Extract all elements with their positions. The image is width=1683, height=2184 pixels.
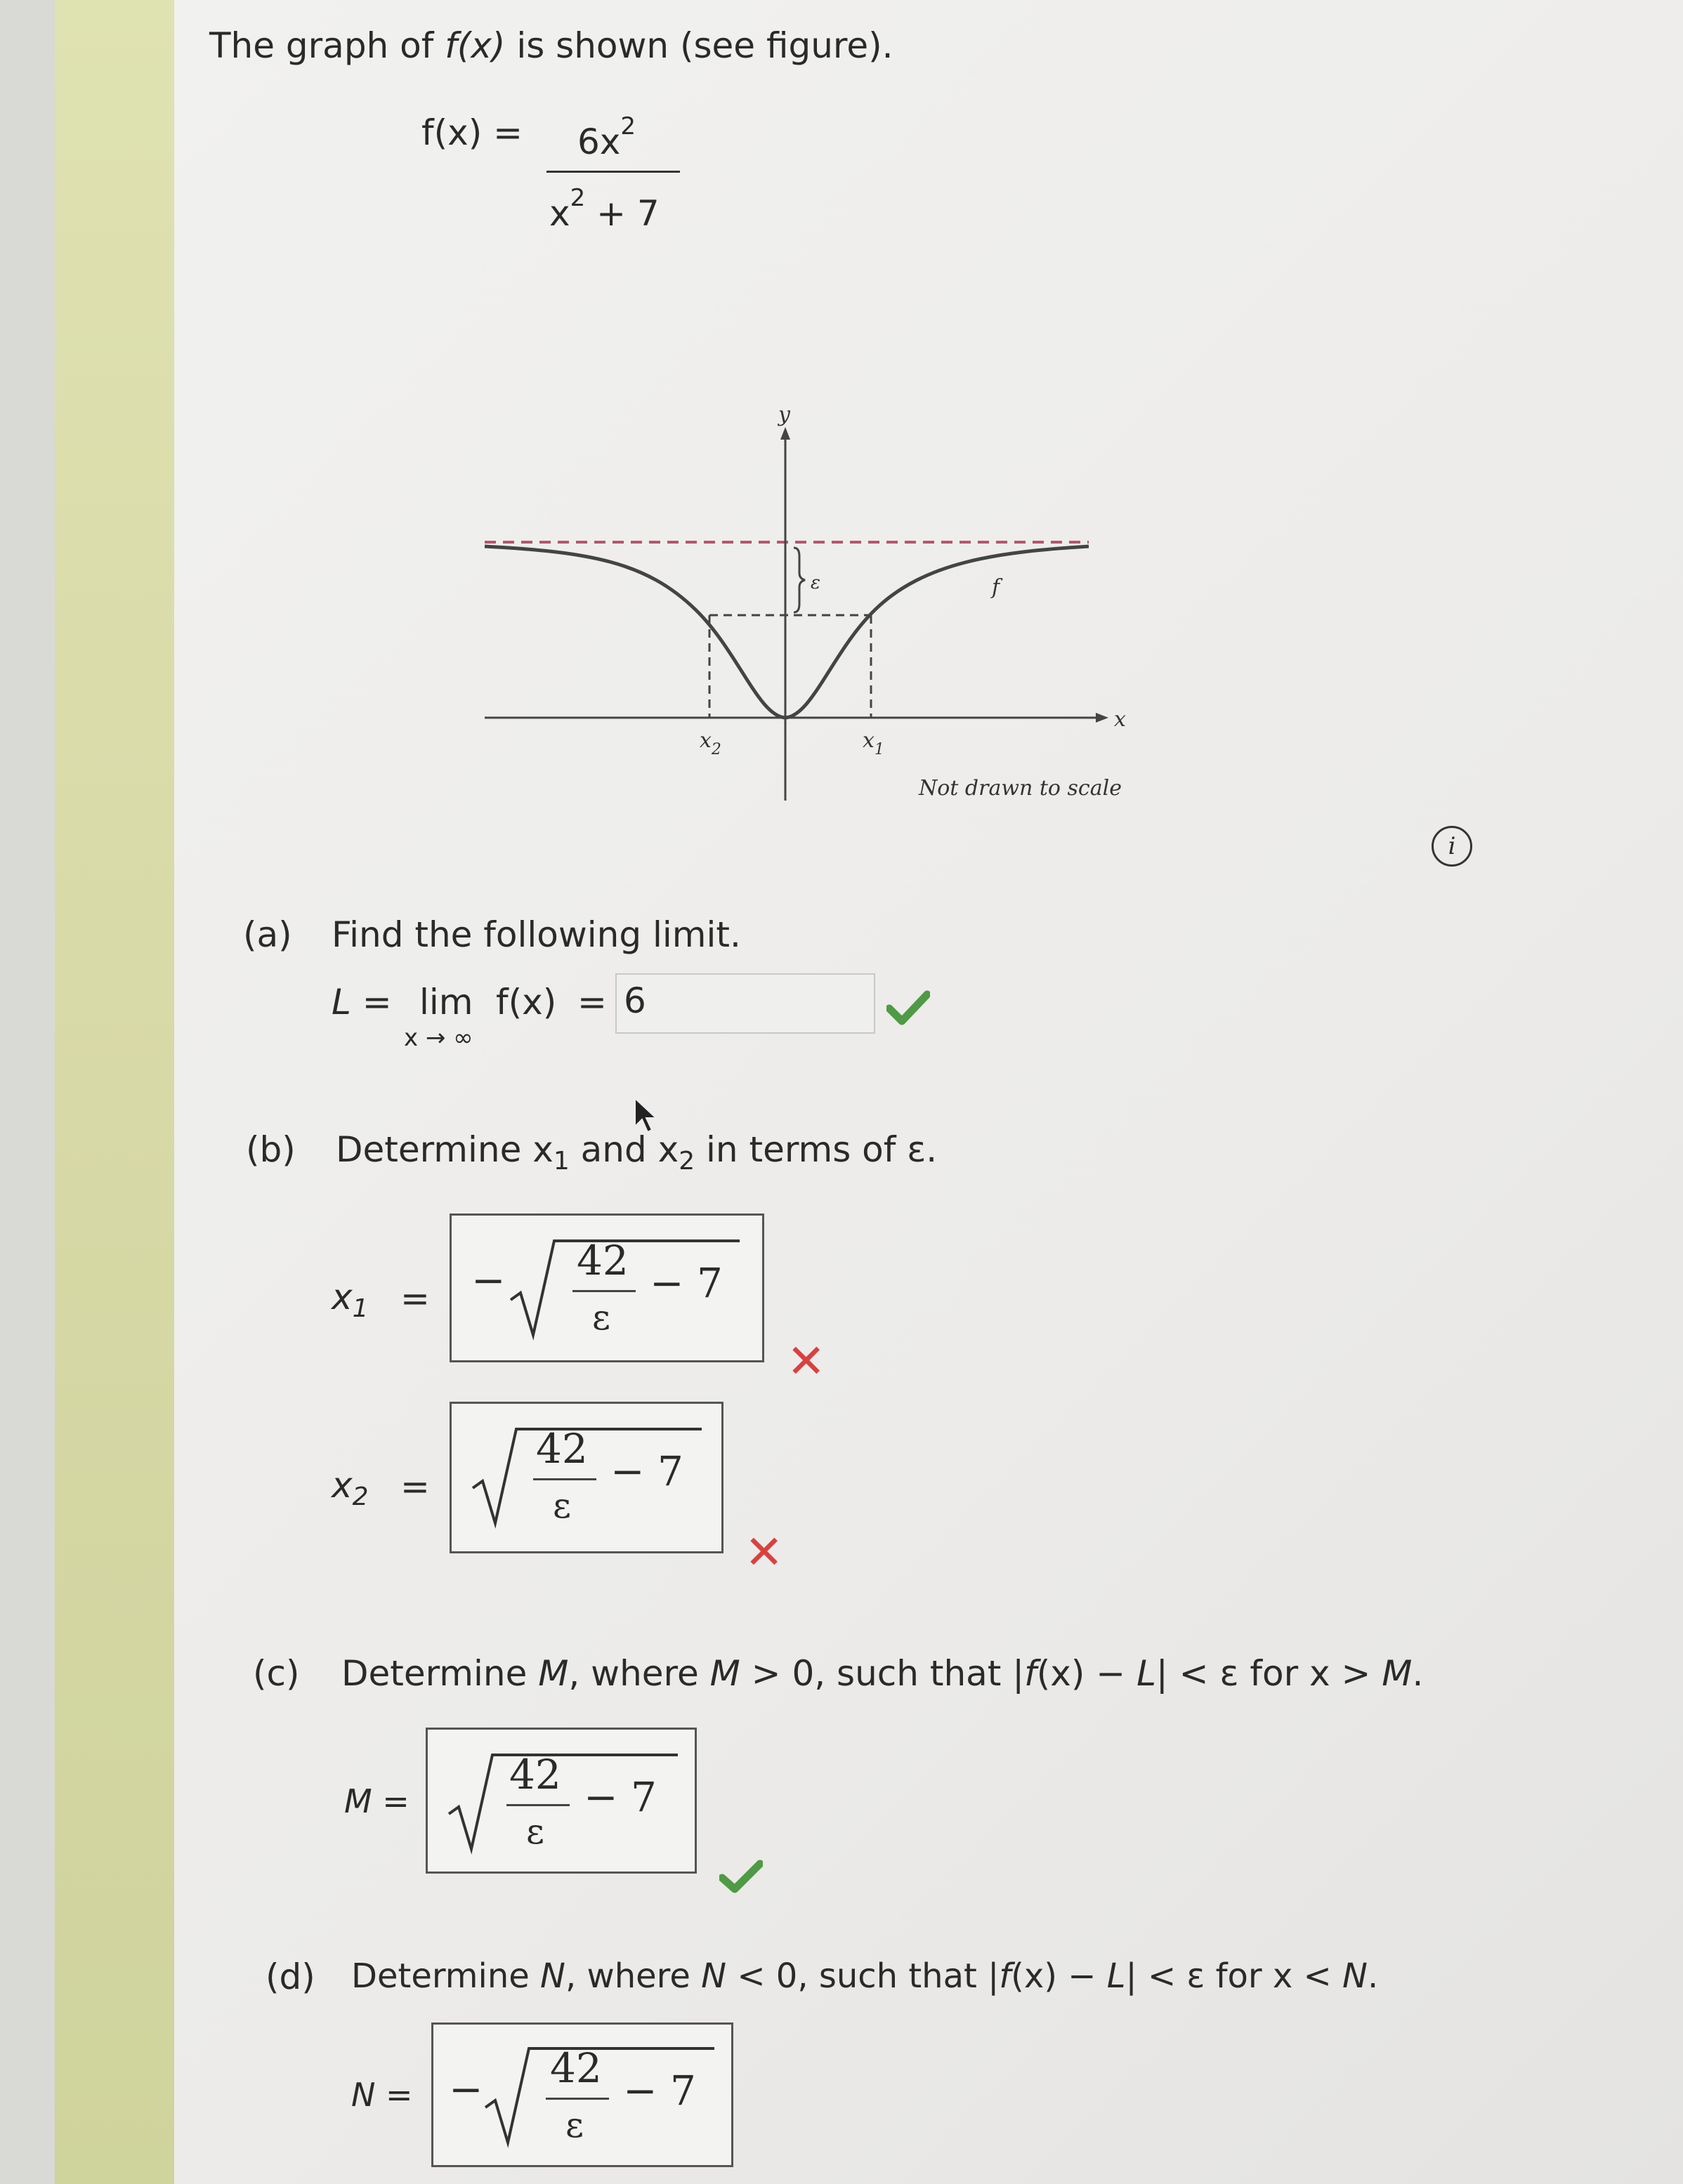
left-edge bbox=[0, 0, 55, 2184]
x2-numerator: 42 bbox=[536, 1425, 588, 1473]
M-answer-box[interactable] bbox=[426, 1728, 697, 1874]
x1-denominator: ε bbox=[592, 1297, 610, 1338]
part-a-label: (a) bbox=[243, 914, 292, 955]
part-c-label: (c) bbox=[253, 1653, 300, 1694]
limit-eq: = bbox=[577, 982, 607, 1022]
x-axis-arrow bbox=[1096, 713, 1108, 723]
part-c-L: L bbox=[1137, 1653, 1156, 1694]
x1-incorrect-icon: ✕ bbox=[787, 1334, 826, 1388]
x1-var bbox=[332, 1277, 369, 1323]
x1-answer-box[interactable] bbox=[450, 1213, 764, 1362]
numerator-exponent: 2 bbox=[620, 112, 636, 140]
x2-denominator: ε bbox=[553, 1485, 571, 1526]
part-b-sub1: 1 bbox=[553, 1147, 570, 1176]
M-tail: − 7 bbox=[584, 1773, 657, 1821]
intro-fx: f(x) bbox=[445, 25, 506, 66]
function-curve bbox=[485, 546, 1089, 718]
part-c-lhs: M = bbox=[344, 1782, 410, 1820]
N-numerator: 42 bbox=[550, 2044, 602, 2092]
part-b-prompt-3: in terms of ε. bbox=[695, 1129, 938, 1170]
part-d-prompt bbox=[351, 1956, 1378, 1996]
limit-answer-value: 6 bbox=[624, 980, 646, 1021]
part-a-lhs bbox=[332, 982, 392, 1022]
part-d-N3: N bbox=[1342, 1956, 1368, 1996]
part-b-prompt-1: Determine x bbox=[336, 1129, 554, 1170]
part-d-N: N bbox=[540, 1956, 565, 1996]
M-fraction-bar bbox=[506, 1804, 570, 1806]
part-d-prompt-5: | < ε for x < bbox=[1125, 1956, 1343, 1996]
part-d-N2: N bbox=[701, 1956, 727, 1996]
N-neg-sign: − bbox=[449, 2065, 483, 2113]
x1-tail: − 7 bbox=[650, 1259, 723, 1307]
part-d-prompt-6: . bbox=[1367, 1956, 1379, 1996]
part-c-prompt-4: (x) − bbox=[1036, 1653, 1137, 1694]
numerator-base: 6x bbox=[577, 121, 621, 162]
part-b-sub2: 2 bbox=[679, 1147, 695, 1176]
limit-word: lim bbox=[419, 982, 473, 1022]
part-b-prompt-2: and x bbox=[569, 1129, 679, 1170]
part-b-label: (b) bbox=[246, 1129, 296, 1170]
part-d-prompt-3: < 0, such that | bbox=[726, 1956, 1000, 1996]
N-answer-box[interactable] bbox=[431, 2022, 733, 2167]
y-axis-label: y bbox=[778, 402, 790, 427]
info-icon[interactable]: i bbox=[1432, 826, 1472, 867]
x2-var-sub: 2 bbox=[352, 1482, 369, 1511]
M-numerator: 42 bbox=[509, 1751, 561, 1798]
x2-var-base: x bbox=[332, 1465, 353, 1506]
part-c-prompt-3: > 0, such that | bbox=[740, 1653, 1025, 1694]
formula-denominator bbox=[549, 184, 660, 234]
x1-eq: = bbox=[400, 1278, 430, 1319]
function-graph bbox=[464, 386, 1166, 822]
intro-prefix: The graph of bbox=[209, 25, 445, 66]
formula-numerator bbox=[577, 112, 636, 162]
x2-tail: − 7 bbox=[610, 1447, 683, 1495]
part-c-M: M bbox=[538, 1653, 569, 1694]
x1-neg-sign: − bbox=[471, 1256, 506, 1304]
part-d-label: (d) bbox=[266, 1956, 315, 1997]
x2-tick-label: $x_2$ bbox=[700, 728, 721, 758]
x2-eq: = bbox=[400, 1466, 430, 1507]
mouse-cursor-icon bbox=[632, 1096, 660, 1138]
sidebar-strip bbox=[55, 0, 174, 2184]
y-axis-arrow bbox=[780, 427, 790, 440]
part-c-prompt-2: , where bbox=[568, 1653, 710, 1694]
x1-numerator: 42 bbox=[577, 1237, 629, 1284]
part-a-prompt: Find the following limit. bbox=[332, 914, 741, 955]
part-c-check-icon bbox=[719, 1860, 763, 1893]
x2-answer-box[interactable] bbox=[450, 1402, 723, 1553]
M-denominator: ε bbox=[526, 1811, 544, 1852]
N-fraction-bar bbox=[546, 2098, 609, 2100]
part-c-prompt bbox=[341, 1653, 1423, 1694]
part-c-prompt-5: | < ε for x > bbox=[1155, 1653, 1382, 1694]
part-c-M3: M bbox=[1382, 1653, 1413, 1694]
question-intro bbox=[209, 25, 893, 66]
part-d-lhs: N = bbox=[351, 2076, 413, 2114]
N-denominator: ε bbox=[565, 2105, 584, 2145]
f-curve-label: f bbox=[992, 575, 1000, 600]
x2-var bbox=[332, 1465, 369, 1511]
epsilon-label: ε bbox=[811, 572, 820, 593]
part-c-prompt-1: Determine bbox=[341, 1653, 539, 1694]
part-a-check-icon bbox=[886, 990, 930, 1025]
epsilon-brace bbox=[794, 548, 805, 612]
x2-incorrect-icon: ✕ bbox=[745, 1525, 784, 1579]
x2-fraction-bar bbox=[533, 1478, 596, 1480]
limit-subscript: x → ∞ bbox=[404, 1024, 473, 1052]
x1-fraction-bar bbox=[572, 1290, 636, 1292]
part-d-prompt-4: (x) − bbox=[1011, 1956, 1107, 1996]
x1-var-base: x bbox=[332, 1277, 353, 1317]
limit-answer-input[interactable] bbox=[615, 973, 875, 1034]
denominator-base: x bbox=[549, 193, 570, 234]
denominator-tail: + 7 bbox=[585, 193, 660, 234]
intro-suffix: is shown (see figure). bbox=[505, 25, 893, 66]
x1-tick-label: $x_1$ bbox=[863, 728, 884, 758]
part-d-L: L bbox=[1106, 1956, 1126, 1996]
question-panel bbox=[174, 0, 1683, 2184]
function-label: f(x) = bbox=[421, 112, 523, 153]
part-d-prompt-1: Determine bbox=[351, 1956, 541, 1996]
part-c-prompt-6: . bbox=[1412, 1653, 1424, 1694]
denominator-exponent: 2 bbox=[570, 184, 586, 212]
part-c-f: f bbox=[1024, 1653, 1037, 1694]
limit-L: L = bbox=[332, 982, 392, 1022]
scale-note: Not drawn to scale bbox=[919, 776, 1122, 801]
N-tail: − 7 bbox=[623, 2067, 696, 2114]
part-c-M2: M bbox=[709, 1653, 740, 1694]
x1-var-sub: 1 bbox=[352, 1294, 369, 1323]
part-d-prompt-2: , where bbox=[565, 1956, 702, 1996]
x-axis-label: x bbox=[1114, 707, 1126, 732]
limit-fx: f(x) bbox=[496, 982, 557, 1022]
formula-fraction-bar bbox=[546, 171, 680, 173]
part-d-f: f bbox=[999, 1956, 1011, 1996]
